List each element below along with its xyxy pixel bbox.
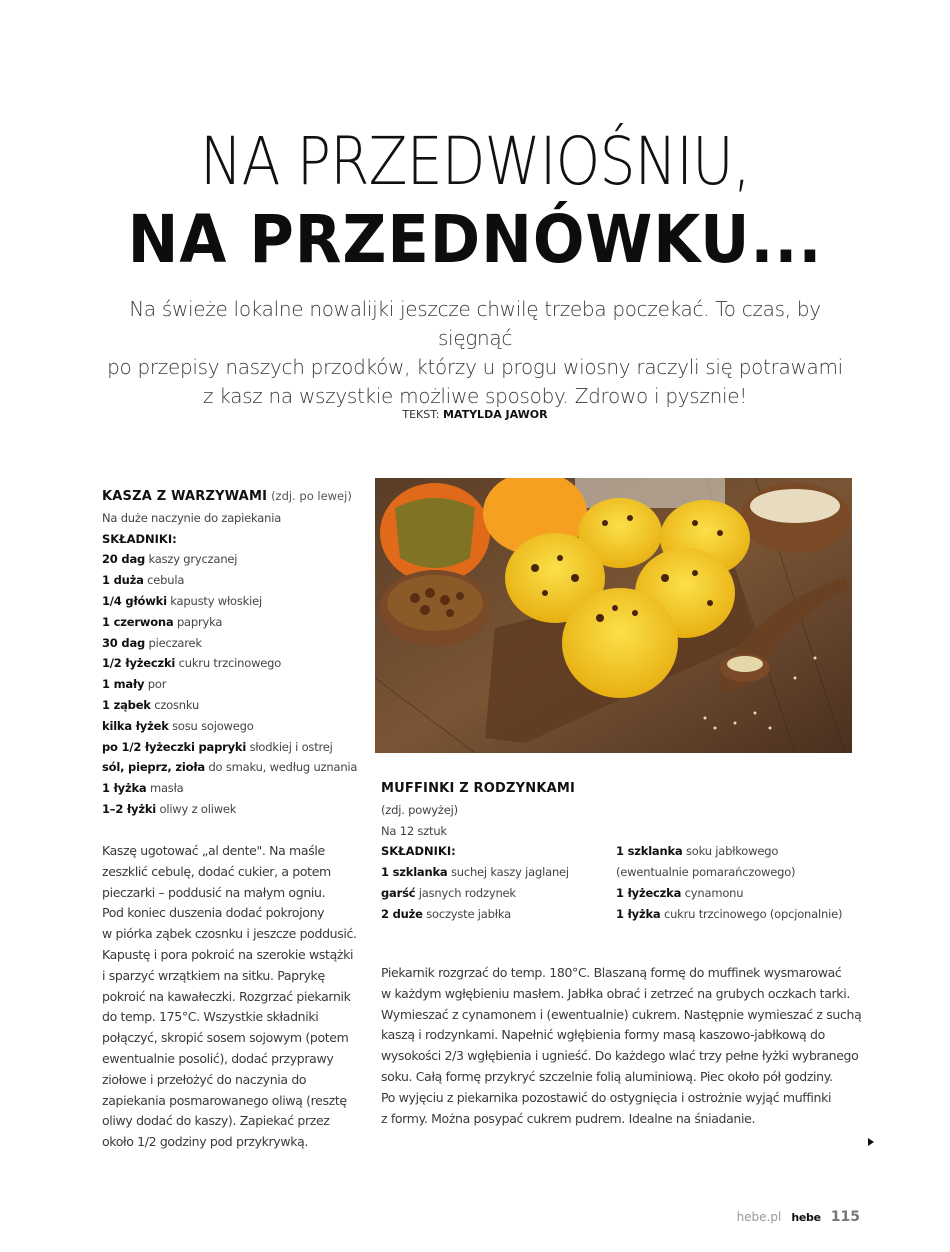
ingredient-qty: 1 łyżka [102, 781, 147, 796]
ingredient-name: cynamonu [684, 885, 744, 900]
ingredients-label: SKŁADNIKI: [102, 531, 177, 546]
method-line: do temp. 175°C. Wszystkie składniki [102, 1009, 319, 1025]
ingredient-item [616, 904, 851, 925]
method-line: zeszklić cebulę, dodać cukier, a potem [102, 863, 331, 879]
ingredient-item [102, 633, 372, 654]
ingredient-qty: kilka łyżek [102, 718, 169, 733]
method-line: soku. Całą formę przykryć szczelnie folią aluminiową. Piec około pół godziny. [381, 1068, 833, 1084]
ingredient-qty: 1/2 łyżeczki [102, 656, 176, 671]
ingredient-qty: 1/4 główki [102, 593, 167, 608]
ingredients-list [102, 549, 372, 819]
ingredient-qty: 1–2 łyżki [102, 801, 157, 816]
ingredient-qty: 1 szklanka [381, 865, 448, 880]
recipe-serving: Na 12 sztuk [381, 823, 447, 838]
byline-author: MATYLDA JAWOR [442, 408, 548, 421]
method-line: pieczarki – poddusić na małym ogniu. [102, 884, 326, 900]
ingredient-item [616, 862, 851, 883]
byline-label: TEKST: [402, 408, 440, 421]
headline-line2: NA PRZEDNÓWKU... [127, 201, 823, 278]
method-line: w piórka ząbek czosnku i jeszcze poddusić. [102, 926, 357, 942]
ingredient-qty: 1 łyżeczka [616, 885, 682, 900]
recipe-note: (zdj. powyżej) [381, 802, 458, 817]
ingredient-item [102, 612, 372, 633]
ingredient-item [102, 737, 372, 758]
method-line: około 1/2 godziny pod przykrywką. [102, 1134, 309, 1150]
ingredient-item [102, 695, 372, 716]
lead-line: po przepisy naszych przodków, którzy u progu wiosny raczyli się potrawami [107, 355, 843, 379]
ingredient-qty: 2 duże [381, 906, 423, 921]
method-line: pokroić na kawałeczki. Rozgrzać piekarnik [102, 988, 351, 1004]
ingredient-name: czosnku [154, 697, 200, 712]
ingredient-qty: 1 szklanka [616, 844, 683, 859]
recipe-title: KASZA Z WARZYWAMI [102, 489, 268, 504]
muffin-photo [375, 478, 852, 753]
ingredients-column-2 [616, 841, 851, 924]
ingredient-name: kapusty włoskiej [170, 593, 262, 608]
continue-arrow-icon [868, 1138, 874, 1146]
recipe-kasza [102, 486, 372, 820]
method-line: zapiekania posmarowanego oliwą (resztę [102, 1092, 347, 1108]
ingredient-qty: 1 łyżka [616, 906, 661, 921]
ingredient-item [102, 716, 372, 737]
recipe-muffinki [381, 779, 851, 925]
ingredient-name: do smaku, według uznania [208, 760, 358, 775]
ingredient-qty: 30 dag [102, 635, 146, 650]
ingredient-name: pieczarek [148, 635, 202, 650]
ingredient-qty: sól, pieprz, zioła [102, 760, 205, 775]
ingredient-name: cukru trzcinowego [178, 656, 282, 671]
ingredient-qty: 1 duża [102, 573, 144, 588]
ingredient-item [616, 883, 851, 904]
ingredient-qty: 1 czerwona [102, 614, 174, 629]
method-line: połączyć, skropić sosem sojowym (potem [102, 1030, 349, 1046]
method-line: w każdym wgłębieniu masłem. Jabłka obrać i zetrzeć na grubych oczkach tarki. [381, 985, 850, 1001]
method-line: Kaszę ugotować „al dente". Na maśle [102, 843, 325, 858]
ingredient-item [102, 757, 372, 778]
method-line: oliwy dodać do kaszy). Zapiekać przez [102, 1113, 330, 1129]
ingredient-qty: 1 mały [102, 677, 145, 692]
method-line: Kapustę i pora pokroić na szerokie wstążki [102, 946, 354, 962]
ingredient-name: cebula [147, 573, 185, 588]
headline-line1: NA PRZEDWIOŚNIU, [199, 123, 751, 200]
method-line: ewentualnie posolić), dodać przyprawy [102, 1050, 334, 1066]
ingredient-name: sosu sojowego [172, 718, 254, 733]
recipe-muffinki-method [381, 963, 861, 1129]
method-line: Piekarnik rozgrzać do temp. 180°C. Blaszaną formę do muffinek wysmarować [381, 965, 842, 980]
recipe-serving: Na duże naczynie do zapiekania [102, 510, 282, 525]
ingredient-name: suchej kaszy jaglanej [450, 865, 569, 880]
ingredient-item [381, 862, 616, 883]
ingredient-item [616, 841, 851, 862]
page-footer [737, 1209, 860, 1225]
ingredient-item [102, 799, 372, 820]
method-line: z formy. Można posypać cukrem pudrem. Idealne na śniadanie. [381, 1110, 756, 1126]
ingredient-qty: 20 dag [102, 552, 146, 567]
ingredient-name: papryka [176, 614, 223, 629]
ingredient-item [102, 549, 372, 570]
method-line: Po wyjęciu z piekarnika pozostawić do ostygnięcia i ostrożnie wyjąć muffinki [381, 1089, 832, 1105]
ingredient-item [102, 591, 372, 612]
method-line: kaszą i rodzynkami. Napełnić wgłębienia formy masą kaszowo-jabłkową do [381, 1027, 825, 1043]
ingredient-name: cukru trzcinowego (opcjonalnie) [663, 906, 843, 921]
method-line: ziołowe i przełożyć do naczynia do [102, 1071, 307, 1087]
recipe-kasza-method [102, 841, 362, 1153]
recipe-note: (zdj. po lewej) [271, 489, 352, 503]
ingredient-name: kaszy gryczanej [148, 552, 238, 567]
method-line: i sparzyć wrzątkiem na sitku. Paprykę [102, 967, 325, 983]
ingredient-name: słodkiej i ostrej [249, 739, 333, 754]
ingredients-label: SKŁADNIKI: [381, 844, 456, 859]
ingredient-name: masła [149, 781, 184, 796]
page-number: 115 [830, 1209, 860, 1225]
ingredient-item [102, 570, 372, 591]
ingredient-item [381, 883, 616, 904]
ingredient-item [102, 653, 372, 674]
lead-line: Na świeże lokalne nowalijki jeszcze chwilę trzeba poczekać. To czas, by sięgnąć [129, 297, 821, 350]
ingredient-name: jasnych rodzynek [418, 885, 516, 900]
recipe-title: MUFFINKI Z RODZYNKAMI [381, 781, 576, 796]
ingredients-column-1 [381, 841, 616, 924]
method-line: Pod koniec duszenia dodać pokrojony [102, 905, 325, 921]
method-line: Wymieszać z cynamonem i (ewentualnie) cukrem. Następnie wymieszać z suchą [381, 1006, 862, 1022]
ingredient-item [381, 904, 616, 925]
footer-site: hebe.pl [736, 1210, 782, 1224]
ingredient-name: oliwy z oliwek [159, 801, 237, 816]
ingredient-qty: garść [381, 885, 416, 900]
lead-line: z kasz na wszystkie możliwe sposoby. Zdrowo i pysznie! [203, 384, 747, 408]
byline [0, 408, 950, 421]
lead-paragraph [90, 295, 860, 411]
ingredient-name: soczyste jabłka [426, 906, 511, 921]
ingredient-name: por [147, 677, 167, 692]
method-line: wysokości 2/3 wgłębienia i ugnieść. Do każdego wlać trzy pełne łyżki wybranego [381, 1048, 859, 1064]
ingredient-name: soku jabłkowego [685, 844, 779, 859]
footer-brand-logo: hebe [791, 1211, 821, 1224]
ingredient-name: (ewentualnie pomarańczowego) [616, 865, 796, 880]
ingredient-qty: po 1/2 łyżeczki papryki [102, 739, 247, 754]
ingredient-item [102, 778, 372, 799]
ingredient-item [102, 674, 372, 695]
ingredient-qty: 1 ząbek [102, 697, 151, 712]
